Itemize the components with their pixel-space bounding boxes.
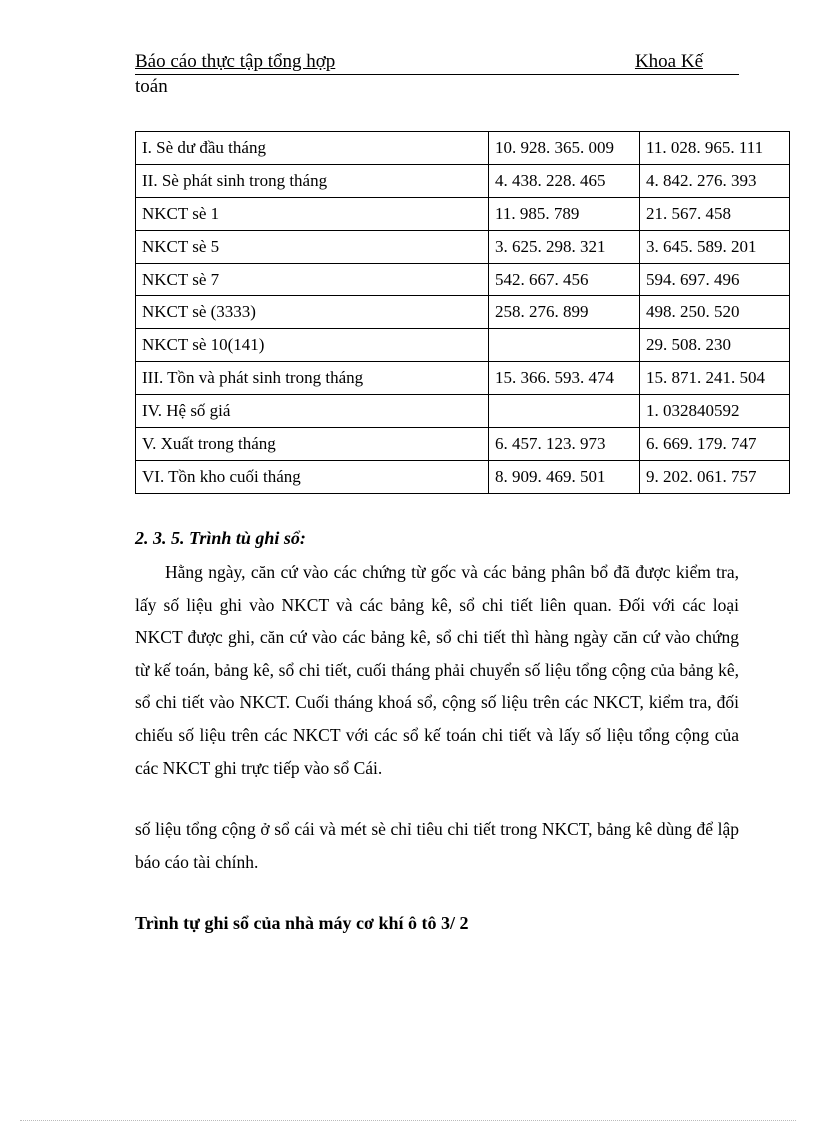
table-row bbox=[136, 362, 790, 395]
table-row bbox=[136, 132, 790, 165]
page-footer-divider bbox=[20, 1120, 796, 1121]
row-value-1 bbox=[489, 329, 640, 362]
row-value-2: 29. 508. 230 bbox=[640, 329, 790, 362]
row-value-1: 15. 366. 593. 474 bbox=[489, 362, 640, 395]
row-value-1: 3. 625. 298. 321 bbox=[489, 230, 640, 263]
row-value-1: 4. 438. 228. 465 bbox=[489, 164, 640, 197]
table-row bbox=[136, 428, 790, 461]
inventory-table bbox=[135, 131, 790, 494]
header-right-text: Khoa Kế bbox=[634, 51, 703, 72]
page-header bbox=[135, 50, 739, 99]
row-value-1: 6. 457. 123. 973 bbox=[489, 428, 640, 461]
row-label: IV. Hệ số giá bbox=[136, 395, 489, 428]
table-row bbox=[136, 230, 790, 263]
table-row bbox=[136, 164, 790, 197]
row-value-1 bbox=[489, 395, 640, 428]
row-label: NKCT sè 5 bbox=[136, 230, 489, 263]
row-value-2: 9. 202. 061. 757 bbox=[640, 460, 790, 493]
table-row bbox=[136, 329, 790, 362]
row-value-2: 11. 028. 965. 111 bbox=[640, 132, 790, 165]
row-label: VI. Tồn kho cuối tháng bbox=[136, 460, 489, 493]
table-row bbox=[136, 263, 790, 296]
row-label: NKCT sè 7 bbox=[136, 263, 489, 296]
row-label: V. Xuất trong tháng bbox=[136, 428, 489, 461]
inventory-table-body bbox=[136, 132, 790, 494]
paragraph-1: Hằng ngày, căn cứ vào các chứng từ gốc và các bảng phân bổ đã được kiểm tra, lấy số liệu ghi vào NKCT và các bảng kê, sổ chi tiết liên quan. Đối với các loại NKCT được ghi, căn cứ vào các bảng kê, sổ chi tiết thì hàng ngày căn cứ vào chứng từ kế toán, bảng kê, sổ chi tiết, cuối tháng phải chuyển số liệu tổng cộng của bảng kê, sổ chi tiết vào NKCT. Cuối tháng khoá sổ, cộng số liệu trên các NKCT, kiểm tra, đối chiếu số liệu trên các NKCT với các sổ kế toán chi tiết và lấy số liệu tổng cộng của các NKCT ghi trực tiếp vào sổ Cái. bbox=[135, 562, 739, 778]
row-label: III. Tồn và phát sinh trong tháng bbox=[136, 362, 489, 395]
row-label: NKCT sè (3333) bbox=[136, 296, 489, 329]
row-value-2: 15. 871. 241. 504 bbox=[640, 362, 790, 395]
row-label: I. Sè dư đầu tháng bbox=[136, 132, 489, 165]
section-title: 2. 3. 5. Trình tù ghi sổ: bbox=[135, 528, 306, 548]
row-value-1: 258. 276. 899 bbox=[489, 296, 640, 329]
row-value-2: 21. 567. 458 bbox=[640, 197, 790, 230]
header-left-text: Báo cáo thực tập tổng hợp bbox=[135, 51, 336, 72]
row-value-2: 498. 250. 520 bbox=[640, 296, 790, 329]
row-value-1: 8. 909. 469. 501 bbox=[489, 460, 640, 493]
paragraph-2: số liệu tổng cộng ở sổ cái và mét sè chỉ tiêu chi tiết trong NKCT, bảng kê dùng để lập báo cáo tài chính. bbox=[135, 819, 739, 872]
row-value-2: 4. 842. 276. 393 bbox=[640, 164, 790, 197]
row-value-2: 3. 645. 589. 201 bbox=[640, 230, 790, 263]
row-value-1: 542. 667. 456 bbox=[489, 263, 640, 296]
table-row bbox=[136, 197, 790, 230]
row-value-1: 11. 985. 789 bbox=[489, 197, 640, 230]
table-row bbox=[136, 296, 790, 329]
table-row bbox=[136, 460, 790, 493]
table-row bbox=[136, 395, 790, 428]
row-value-2: 6. 669. 179. 747 bbox=[640, 428, 790, 461]
row-label: NKCT sè 1 bbox=[136, 197, 489, 230]
diagram-title: Trình tự ghi sổ của nhà máy cơ khí ô tô 3/ 2 bbox=[135, 913, 469, 933]
header-continuation: toán bbox=[135, 76, 168, 97]
row-label: NKCT sè 10(141) bbox=[136, 329, 489, 362]
row-value-1: 10. 928. 365. 009 bbox=[489, 132, 640, 165]
row-label: II. Sè phát sinh trong tháng bbox=[136, 164, 489, 197]
row-value-2: 1. 032840592 bbox=[640, 395, 790, 428]
row-value-2: 594. 697. 496 bbox=[640, 263, 790, 296]
header-line bbox=[135, 50, 739, 75]
